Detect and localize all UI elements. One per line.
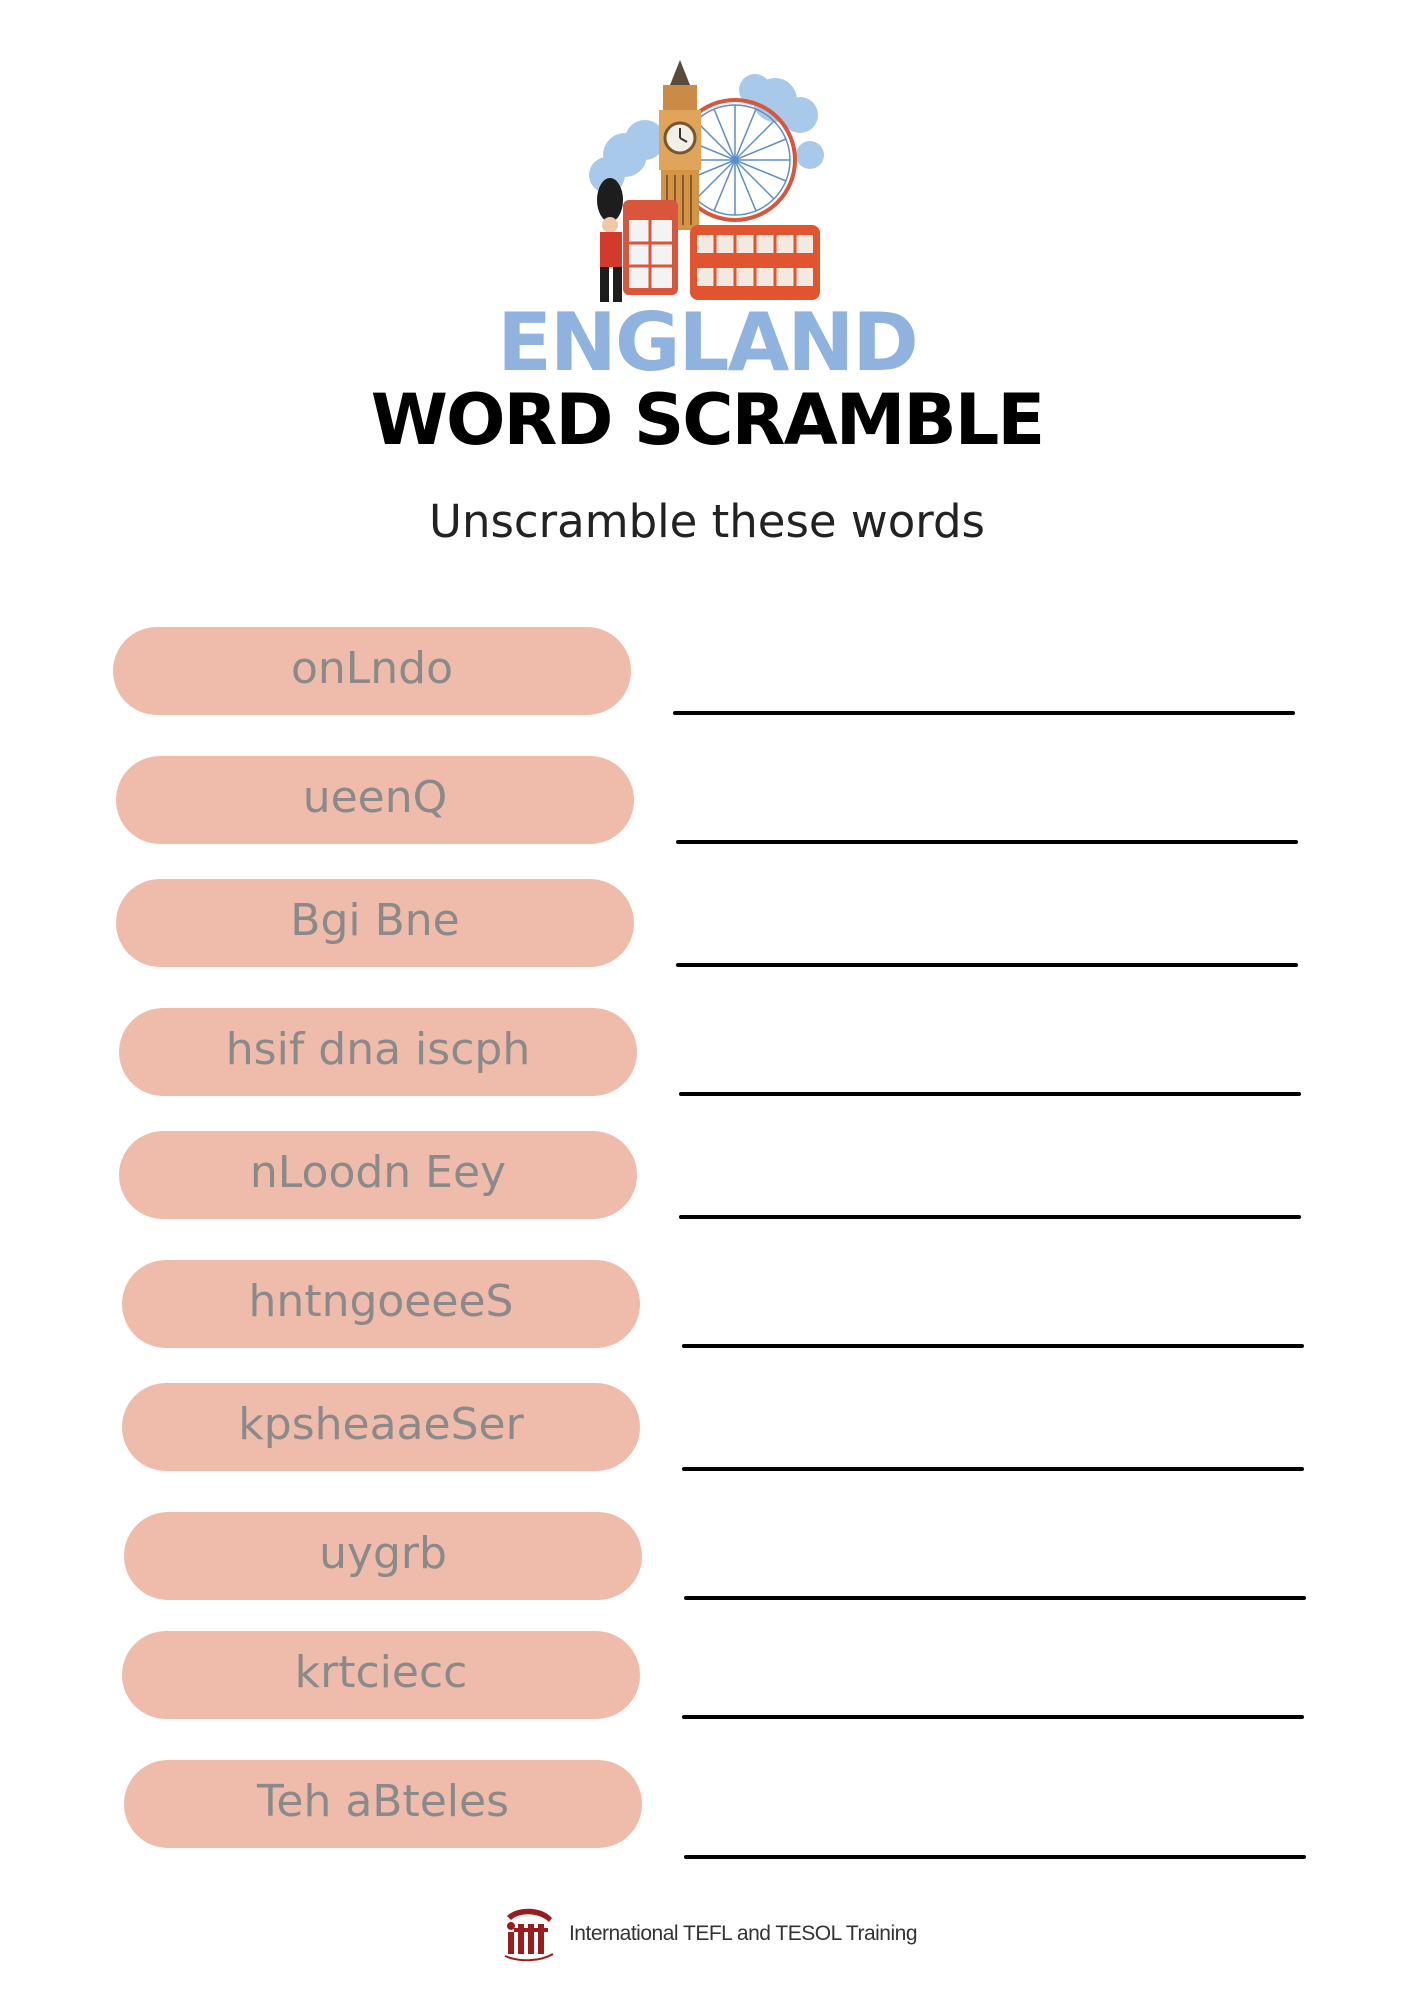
answer-line [684, 1855, 1306, 1859]
answer-line [682, 1344, 1304, 1348]
answer-line [676, 840, 1298, 844]
answer-line [682, 1715, 1304, 1719]
title-word-scramble: WORD SCRAMBLE [370, 379, 1044, 461]
answer-line [682, 1467, 1304, 1471]
scrambled-word-pill: Teh aBteles [124, 1760, 642, 1848]
london-landmarks-illustration [585, 60, 830, 305]
footer [0, 1906, 1414, 1966]
title-england: ENGLAND [497, 296, 917, 389]
scrambled-word-pill: Bgi Bne [116, 879, 634, 967]
answer-line [676, 963, 1298, 967]
scrambled-word-pill: hsif dna iscph [119, 1008, 637, 1096]
ittt-logo-icon [497, 1906, 559, 1962]
answer-line [684, 1596, 1306, 1600]
scrambled-word-pill: hntngoeeeS [122, 1260, 640, 1348]
scrambled-word-pill: ueenQ [116, 756, 634, 844]
scrambled-word-pill: kpsheaaeSer [122, 1383, 640, 1471]
scrambled-word-pill: onLndo [113, 627, 631, 715]
subtitle: Unscramble these words [429, 495, 985, 548]
scrambled-word-pill: krtciecc [122, 1631, 640, 1719]
footer-text: International TEFL and TESOL Training [568, 1922, 918, 1945]
scrambled-word-pill: uygrb [124, 1512, 642, 1600]
answer-line [679, 1215, 1301, 1219]
scrambled-word-pill: nLoodn Eey [119, 1131, 637, 1219]
answer-line [673, 711, 1295, 715]
answer-line [679, 1092, 1301, 1096]
